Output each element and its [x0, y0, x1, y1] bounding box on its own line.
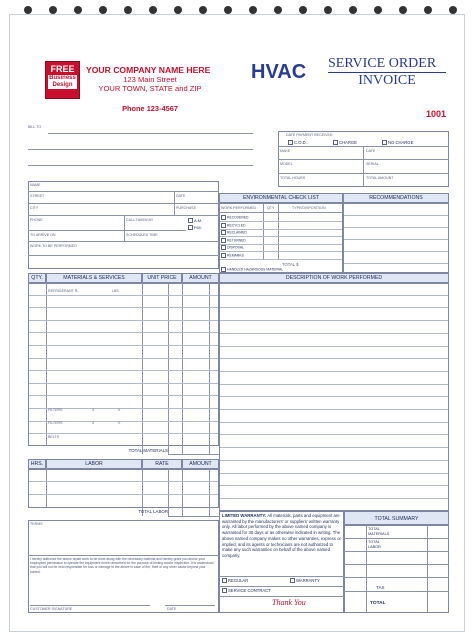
pm-label: P.M. [194, 225, 202, 230]
warranty-text: All materials, parts and equipment are warranted by the manufacturers' or suppliers' written warranty only. All labor performed by the above named company is warranted for 30 days or as otherwise indicated in writing. The above named company makes no other warranties, express or implied, and its agents or technicians are not authorized to make any such warranties on behalf of the above named company. [222, 513, 341, 558]
env-item[interactable] [221, 223, 245, 228]
city-label: CITY [30, 206, 39, 210]
env-item[interactable] [221, 238, 246, 243]
charge-option[interactable] [333, 140, 357, 145]
env-item-label: RECLAIMED [227, 230, 247, 235]
materials-row [29, 370, 218, 371]
materials-divider [168, 454, 219, 455]
belts-label: BELTS [48, 435, 60, 439]
warranty-title: LIMITED WARRANTY: [222, 513, 267, 518]
model-label: MODEL [280, 162, 293, 166]
regular-label: REGULAR [228, 578, 249, 583]
env-item-label: RECOVERED [227, 215, 249, 220]
materials-col-qty: QTY. [28, 273, 46, 284]
work-desc-row [220, 320, 448, 321]
hole [74, 6, 82, 14]
recommendations-header: RECOMMENDATIONS [343, 193, 449, 203]
env-total: TOTAL $ [282, 262, 299, 267]
payment-label: DATE PAYMENT RECEIVED [286, 133, 333, 137]
work-desc-row [220, 434, 448, 435]
terms-date-label: DATE [167, 607, 177, 611]
checkbox-icon[interactable] [221, 230, 226, 235]
env-item[interactable] [221, 253, 244, 258]
env-item-label: RETURNED [227, 237, 246, 242]
summary-divider [344, 577, 449, 578]
cod-option[interactable] [288, 140, 307, 145]
serial-label: SERIAL [366, 162, 379, 166]
hazardous-option[interactable] [221, 267, 283, 272]
charge-label: CHARGE [339, 140, 357, 145]
to-arrive-label: TO ARRIVE ON [30, 233, 56, 237]
call-taken-label: CALL TAKEN BY [126, 218, 154, 222]
x-label: X [118, 408, 121, 412]
checkbox-icon[interactable] [222, 588, 227, 593]
env-item[interactable] [221, 215, 248, 220]
work-desc-row [220, 498, 448, 499]
labor-col-amount: AMOUNT [182, 459, 219, 470]
scheduled-label: SCHEDULED TIME [126, 233, 158, 237]
materials-row [29, 307, 218, 308]
work-desc-row [220, 447, 448, 448]
phone-label: PHONE [30, 218, 43, 222]
checkbox-icon[interactable] [222, 578, 227, 583]
service-contract-option[interactable] [222, 588, 271, 593]
checkbox-icon[interactable] [188, 225, 193, 230]
work-desc-row [220, 295, 448, 296]
env-item-label: REMARKS [227, 252, 244, 257]
company-logo [45, 61, 80, 99]
hole [299, 6, 307, 14]
labor-col-line [209, 468, 210, 516]
cod-label: C.O.D. [294, 140, 307, 145]
materials-col-amount: AMOUNT [182, 273, 219, 284]
filters-label-1: FILTERS [48, 408, 63, 412]
customer-divider [28, 191, 219, 192]
labor-col-line [46, 468, 47, 508]
regular-option[interactable] [222, 578, 248, 583]
warranty-block [222, 513, 342, 575]
summary-total: TOTAL [370, 601, 386, 606]
hole [349, 6, 357, 14]
hole [374, 6, 382, 14]
customer-date-label: DATE [176, 194, 186, 198]
materials-row [29, 295, 218, 296]
summary-divider [344, 538, 449, 539]
no-charge-option[interactable] [382, 140, 413, 145]
work-desc-row [220, 473, 448, 474]
logo-line3: Design [48, 82, 77, 89]
make-label: MAKE [280, 149, 291, 153]
labor-col-rate: RATE [142, 459, 182, 470]
hole [199, 6, 207, 14]
summary-divider [344, 564, 449, 565]
customer-divider [28, 230, 186, 231]
logo-line1: FREE [50, 64, 75, 74]
labor-row [29, 494, 218, 495]
work-desc-row [220, 384, 448, 385]
work-desc-row [220, 307, 448, 308]
warranty-option[interactable] [290, 578, 320, 583]
summary-divider [344, 551, 449, 552]
total-hours-label: TOTAL HOURS [280, 176, 306, 180]
checkbox-icon[interactable] [221, 267, 226, 272]
name-label: NAME [30, 183, 41, 187]
env-item[interactable] [221, 245, 244, 250]
refrigerant-label: REFRIGERANT R- [48, 289, 79, 293]
env-col-qty: QTY [267, 206, 275, 210]
title-hvac: HVAC [251, 61, 307, 83]
service-contract-label: SERVICE CONTRACT [228, 588, 271, 593]
checkbox-icon[interactable] [382, 140, 387, 145]
pm-option[interactable] [188, 225, 202, 230]
work-desc-row [220, 346, 448, 347]
signature-label: CUSTOMER SIGNATURE [30, 607, 73, 611]
title-service-order: SERVICE ORDER [328, 56, 437, 71]
env-col-work: WORK PERFORMED [221, 206, 257, 210]
company-phone: Phone 123-4567 [122, 104, 178, 113]
hazardous-label: HANDLED HAZARDOUS MATERIAL [227, 267, 284, 272]
checkbox-icon[interactable] [221, 215, 226, 220]
rec-line [344, 251, 448, 252]
materials-row [29, 345, 218, 346]
customer-divider [28, 255, 219, 256]
hole [399, 6, 407, 14]
hole [49, 6, 57, 14]
env-row-line [220, 259, 342, 260]
am-label: A.M. [194, 218, 203, 223]
checkbox-icon[interactable] [221, 245, 226, 250]
binding-holes [0, 0, 474, 14]
summary-tax: TAX [376, 585, 385, 590]
hole [324, 6, 332, 14]
x-label: X [92, 408, 95, 412]
hole [274, 6, 282, 14]
env-col-type: TYPE/DISPOSITION [292, 206, 326, 210]
env-item-label: RECYCLED [227, 222, 246, 227]
hole [424, 6, 432, 14]
hole [174, 6, 182, 14]
materials-col-unit: UNIT PRICE [142, 273, 182, 284]
date-line[interactable] [165, 605, 215, 606]
logo-line2: Business [49, 75, 76, 81]
env-header: ENVIRONMENTAL CHECK LIST [219, 193, 343, 203]
rec-line [344, 239, 448, 240]
env-divider [219, 212, 343, 213]
checkbox-icon[interactable] [188, 218, 193, 223]
customer-divider [28, 241, 219, 242]
labor-col-line [182, 468, 183, 516]
terms-text: I hereby authorize the above repair work to be done along with the necessary material and hereby grant you and/or your employees permission to operate the equipment herein described for the purpose of testing and/or inspection. It is understood that you will not be held responsible for loss or damage to the above in case of fire, theft or any other cause beyond your control. [30, 557, 214, 574]
hole [224, 6, 232, 14]
checkbox-icon[interactable] [221, 253, 226, 258]
purchase-label: PURCHASE [176, 206, 196, 210]
hole [24, 6, 32, 14]
total-materials-label: TOTAL MATERIALS [128, 448, 168, 453]
hole [449, 6, 457, 14]
invoice-sheet [9, 14, 465, 632]
summary-divider [344, 591, 449, 592]
bill-to-line[interactable] [48, 133, 253, 134]
work-desc-header: DESCRIPTION OF WORK PERFORMED [219, 273, 449, 284]
materials-row [29, 383, 218, 384]
payment-divider [278, 173, 449, 174]
work-perform-label: WORK TO BE PERFORMED [30, 244, 77, 248]
hole [249, 6, 257, 14]
checkbox-icon[interactable] [290, 578, 295, 583]
thank-you-text: Thank You [272, 598, 306, 607]
customer-divider [28, 203, 219, 204]
title-invoice: INVOICE [358, 73, 416, 88]
work-desc-row [220, 358, 448, 359]
work-desc-row [220, 485, 448, 486]
warranty-divider [219, 576, 344, 577]
street-label: STREET [30, 194, 45, 198]
checkbox-icon[interactable] [221, 223, 226, 228]
work-desc-row [220, 333, 448, 334]
materials-row [29, 332, 218, 333]
labor-row [29, 481, 218, 482]
work-desc-row [220, 409, 448, 410]
summary-total-materials: TOTAL MATERIALS [368, 527, 390, 536]
bill-to-line[interactable] [28, 165, 253, 166]
no-charge-label: NO CHARGE [388, 140, 414, 145]
checkbox-icon[interactable] [288, 140, 293, 145]
warranty-divider [219, 596, 344, 597]
company-street: 123 Main Street [123, 75, 177, 84]
total-labor-label: TOTAL LABOR [138, 509, 168, 514]
env-item[interactable] [221, 230, 247, 235]
payment-divider [363, 146, 364, 187]
rec-line [344, 263, 448, 264]
checkbox-icon[interactable] [221, 238, 226, 243]
x-label: X [118, 421, 121, 425]
invoice-number: 1001 [426, 109, 447, 119]
work-desc-row [220, 396, 448, 397]
rec-line [344, 227, 448, 228]
terms-divider [28, 555, 219, 556]
labor-col-labor: LABOR [46, 459, 142, 470]
labor-table [28, 468, 219, 508]
bill-to-line[interactable] [28, 149, 253, 150]
labor-col-line [168, 468, 169, 516]
summary-total-labor: TOTAL LABOR [368, 540, 381, 549]
work-desc-row [220, 460, 448, 461]
hole [149, 6, 157, 14]
company-name: YOUR COMPANY NAME HERE [86, 65, 211, 75]
summary-header: TOTAL SUMMARY [344, 511, 449, 525]
work-desc-row [220, 371, 448, 372]
hole [124, 6, 132, 14]
materials-row [29, 358, 218, 359]
env-item-label: DISPOSAL [227, 245, 244, 250]
terms-label: TERMS [30, 522, 43, 526]
company-city: YOUR TOWN, STATE and ZIP [98, 84, 202, 93]
warranty-option-label: WARRANTY [296, 578, 320, 583]
lbs-label: LBS. [112, 289, 120, 293]
x-label: X [92, 421, 95, 425]
filters-label-2: FILTERS [48, 421, 63, 425]
customer-divider [124, 215, 125, 241]
materials-col-materials: MATERIALS & SERVICES [46, 273, 142, 284]
hole [99, 6, 107, 14]
work-desc-row [220, 422, 448, 423]
materials-row [29, 320, 218, 321]
labor-col-hrs: HRS. [28, 459, 46, 470]
bill-to-label: BILL TO [28, 125, 42, 129]
total-amount-label: TOTAL AMOUNT [366, 176, 394, 180]
signature-line[interactable] [30, 605, 150, 606]
materials-row [29, 395, 218, 396]
warranty-divider [219, 586, 344, 587]
rec-line [344, 215, 448, 216]
date-label: DATE [366, 149, 376, 153]
payment-divider [278, 159, 449, 160]
labor-divider [168, 516, 219, 517]
am-option[interactable] [188, 218, 202, 223]
checkbox-icon[interactable] [333, 140, 338, 145]
